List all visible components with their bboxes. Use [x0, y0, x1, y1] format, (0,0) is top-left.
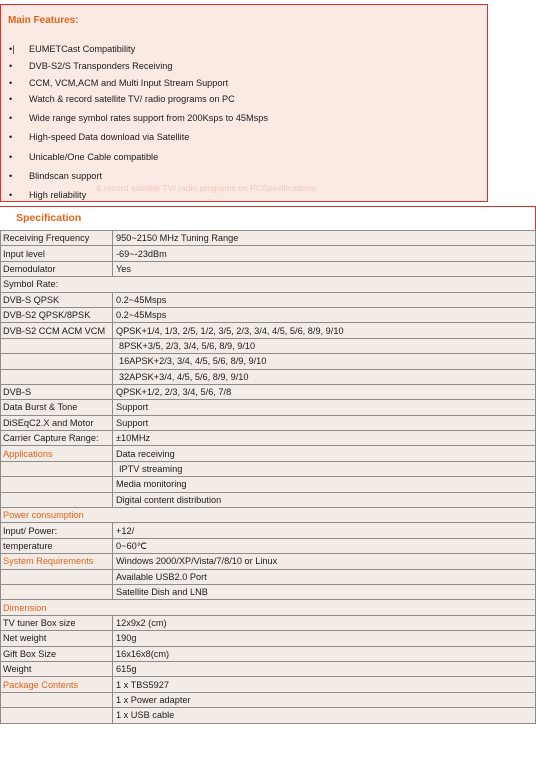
main-features-box: [0, 4, 488, 202]
spec-section-label: Power consumption: [1, 508, 536, 523]
spec-value: 12x9x2 (cm): [113, 615, 536, 630]
spec-row: [1, 600, 536, 615]
feature-text: Wide range symbol rates support from 200Ksps to 45Msps: [29, 113, 268, 123]
spec-row: [1, 446, 536, 461]
bullet-icon: •: [9, 190, 13, 200]
spec-key: Gift Box Size: [1, 646, 113, 661]
spec-row: [1, 231, 536, 246]
feature-text: High reliability: [29, 190, 87, 200]
spec-key: Carrier Capture Range:: [1, 431, 113, 446]
spec-section-label: Applications: [1, 446, 113, 461]
spec-row: [1, 323, 536, 338]
spec-row: [1, 508, 536, 523]
spec-value: Available USB2.0 Port: [113, 569, 536, 584]
spec-key: Demodulator: [1, 261, 113, 276]
spec-value: ±10MHz: [113, 431, 536, 446]
specification-header: [0, 206, 536, 230]
spec-row: [1, 461, 536, 476]
spec-row: [1, 554, 536, 569]
spec-section-label: System Requirements: [1, 554, 113, 569]
spec-row: [1, 369, 536, 384]
bullet-icon: •: [9, 152, 13, 162]
feature-text: High-speed Data download via Satellite: [29, 132, 190, 142]
spec-key: temperature: [1, 538, 113, 553]
spec-key: Weight: [1, 661, 113, 676]
spec-key: [1, 569, 113, 584]
spec-row: [1, 384, 536, 399]
main-features-title: Main Features:: [8, 15, 79, 26]
spec-value: Windows 2000/XP/Vista/7/8/10 or Linux: [113, 554, 536, 569]
spec-value: 16APSK+2/3, 3/4, 4/5, 5/6, 8/9, 9/10: [113, 354, 536, 369]
bullet-icon: •: [9, 94, 13, 104]
spec-value: 32APSK+3/4, 4/5, 5/6, 8/9, 9/10: [113, 369, 536, 384]
feature-item: [9, 152, 158, 162]
spec-row: [1, 677, 536, 692]
spec-key: [1, 492, 113, 507]
spec-row: [1, 292, 536, 307]
feature-item: [9, 132, 189, 142]
spec-value: QPSK+1/2, 2/3, 3/4, 5/6, 7/8: [113, 384, 536, 399]
feature-item: [9, 94, 235, 104]
specification-table: [0, 230, 536, 724]
spec-value: 1 x USB cable: [113, 708, 536, 723]
spec-row: [1, 538, 536, 553]
spec-section-label: Dimension: [1, 600, 536, 615]
spec-key: DiSEqC2.X and Motor: [1, 415, 113, 430]
spec-row: [1, 646, 536, 661]
spec-row: [1, 400, 536, 415]
spec-key: Data Burst & Tone: [1, 400, 113, 415]
spec-section-label: Package Contents: [1, 677, 113, 692]
feature-item: [9, 190, 86, 200]
spec-key: Symbol Rate:: [1, 277, 536, 292]
spec-value: 615g: [113, 661, 536, 676]
feature-item: [9, 61, 173, 71]
feature-item: [9, 78, 228, 88]
specification-title: Specification: [16, 212, 82, 224]
spec-key: DVB-S: [1, 384, 113, 399]
spec-key: [1, 477, 113, 492]
spec-value: Satellite Dish and LNB: [113, 584, 536, 599]
spec-row: [1, 431, 536, 446]
spec-row: [1, 277, 536, 292]
spec-key: [1, 338, 113, 353]
bullet-icon: •: [9, 61, 13, 71]
spec-row: [1, 307, 536, 322]
spec-value: -69~-23dBm: [113, 246, 536, 261]
feature-item: [9, 113, 268, 123]
spec-value: IPTV streaming: [113, 461, 536, 476]
spec-key: [1, 708, 113, 723]
spec-key: Net weight: [1, 631, 113, 646]
spec-value: Support: [113, 415, 536, 430]
spec-key: [1, 692, 113, 707]
spec-key: DVB-S QPSK: [1, 292, 113, 307]
spec-row: [1, 261, 536, 276]
spec-row: [1, 615, 536, 630]
bullet-icon: •|: [9, 44, 15, 54]
feature-text: EUMETCast Compatibility: [29, 44, 136, 54]
spec-row: [1, 354, 536, 369]
feature-text: Watch & record satellite TV/ radio programs on PC: [29, 94, 235, 104]
spec-key: Receiving Frequency: [1, 231, 113, 246]
feature-text: Blindscan support: [29, 171, 103, 181]
faded-overlay-text: & record satellite TV/ radio programs on PCSpecifications:: [96, 183, 318, 193]
spec-value: 1 x TBS5927: [113, 677, 536, 692]
feature-text: Unicable/One Cable compatible: [29, 152, 159, 162]
spec-row: [1, 661, 536, 676]
spec-key: DVB-S2 QPSK/8PSK: [1, 307, 113, 322]
spec-row: [1, 692, 536, 707]
spec-row: [1, 338, 536, 353]
feature-text: CCM, VCM,ACM and Multi Input Stream Support: [29, 78, 229, 88]
spec-value: QPSK+1/4, 1/3, 2/5, 1/2, 3/5, 2/3, 3/4, 4/5, 5/6, 8/9, 9/10: [113, 323, 536, 338]
spec-row: [1, 523, 536, 538]
bullet-icon: •: [9, 78, 13, 88]
spec-value: 16x16x8(cm): [113, 646, 536, 661]
spec-row: [1, 631, 536, 646]
feature-item: [9, 171, 102, 181]
spec-value: 1 x Power adapter: [113, 692, 536, 707]
spec-value: 950~2150 MHz Tuning Range: [113, 231, 536, 246]
spec-row: [1, 477, 536, 492]
spec-value: +12/: [113, 523, 536, 538]
spec-key: Input/ Power:: [1, 523, 113, 538]
spec-value: Digital content distribution: [113, 492, 536, 507]
spec-row: [1, 708, 536, 723]
spec-row: [1, 569, 536, 584]
spec-value: Media monitoring: [113, 477, 536, 492]
spec-row: [1, 492, 536, 507]
spec-row: [1, 415, 536, 430]
spec-key: Input level: [1, 246, 113, 261]
spec-key: TV tuner Box size: [1, 615, 113, 630]
spec-value: 8PSK+3/5, 2/3, 3/4, 5/6, 8/9, 9/10: [113, 338, 536, 353]
spec-row: [1, 584, 536, 599]
feature-text: DVB-S2/S Transponders Receiving: [29, 61, 173, 71]
feature-item: [9, 44, 135, 54]
bullet-icon: •: [9, 132, 13, 142]
spec-value: 0~60℃: [113, 538, 536, 553]
spec-value: 0.2~45Msps: [113, 307, 536, 322]
spec-key: DVB-S2 CCM ACM VCM: [1, 323, 113, 338]
spec-key: [1, 584, 113, 599]
spec-value: 190g: [113, 631, 536, 646]
spec-key: [1, 354, 113, 369]
spec-row: [1, 246, 536, 261]
spec-value: Support: [113, 400, 536, 415]
spec-key: [1, 461, 113, 476]
spec-key: [1, 369, 113, 384]
bullet-icon: •: [9, 171, 13, 181]
spec-value: 0.2~45Msps: [113, 292, 536, 307]
bullet-icon: •: [9, 113, 13, 123]
spec-value: Yes: [113, 261, 536, 276]
spec-value: Data receiving: [113, 446, 536, 461]
